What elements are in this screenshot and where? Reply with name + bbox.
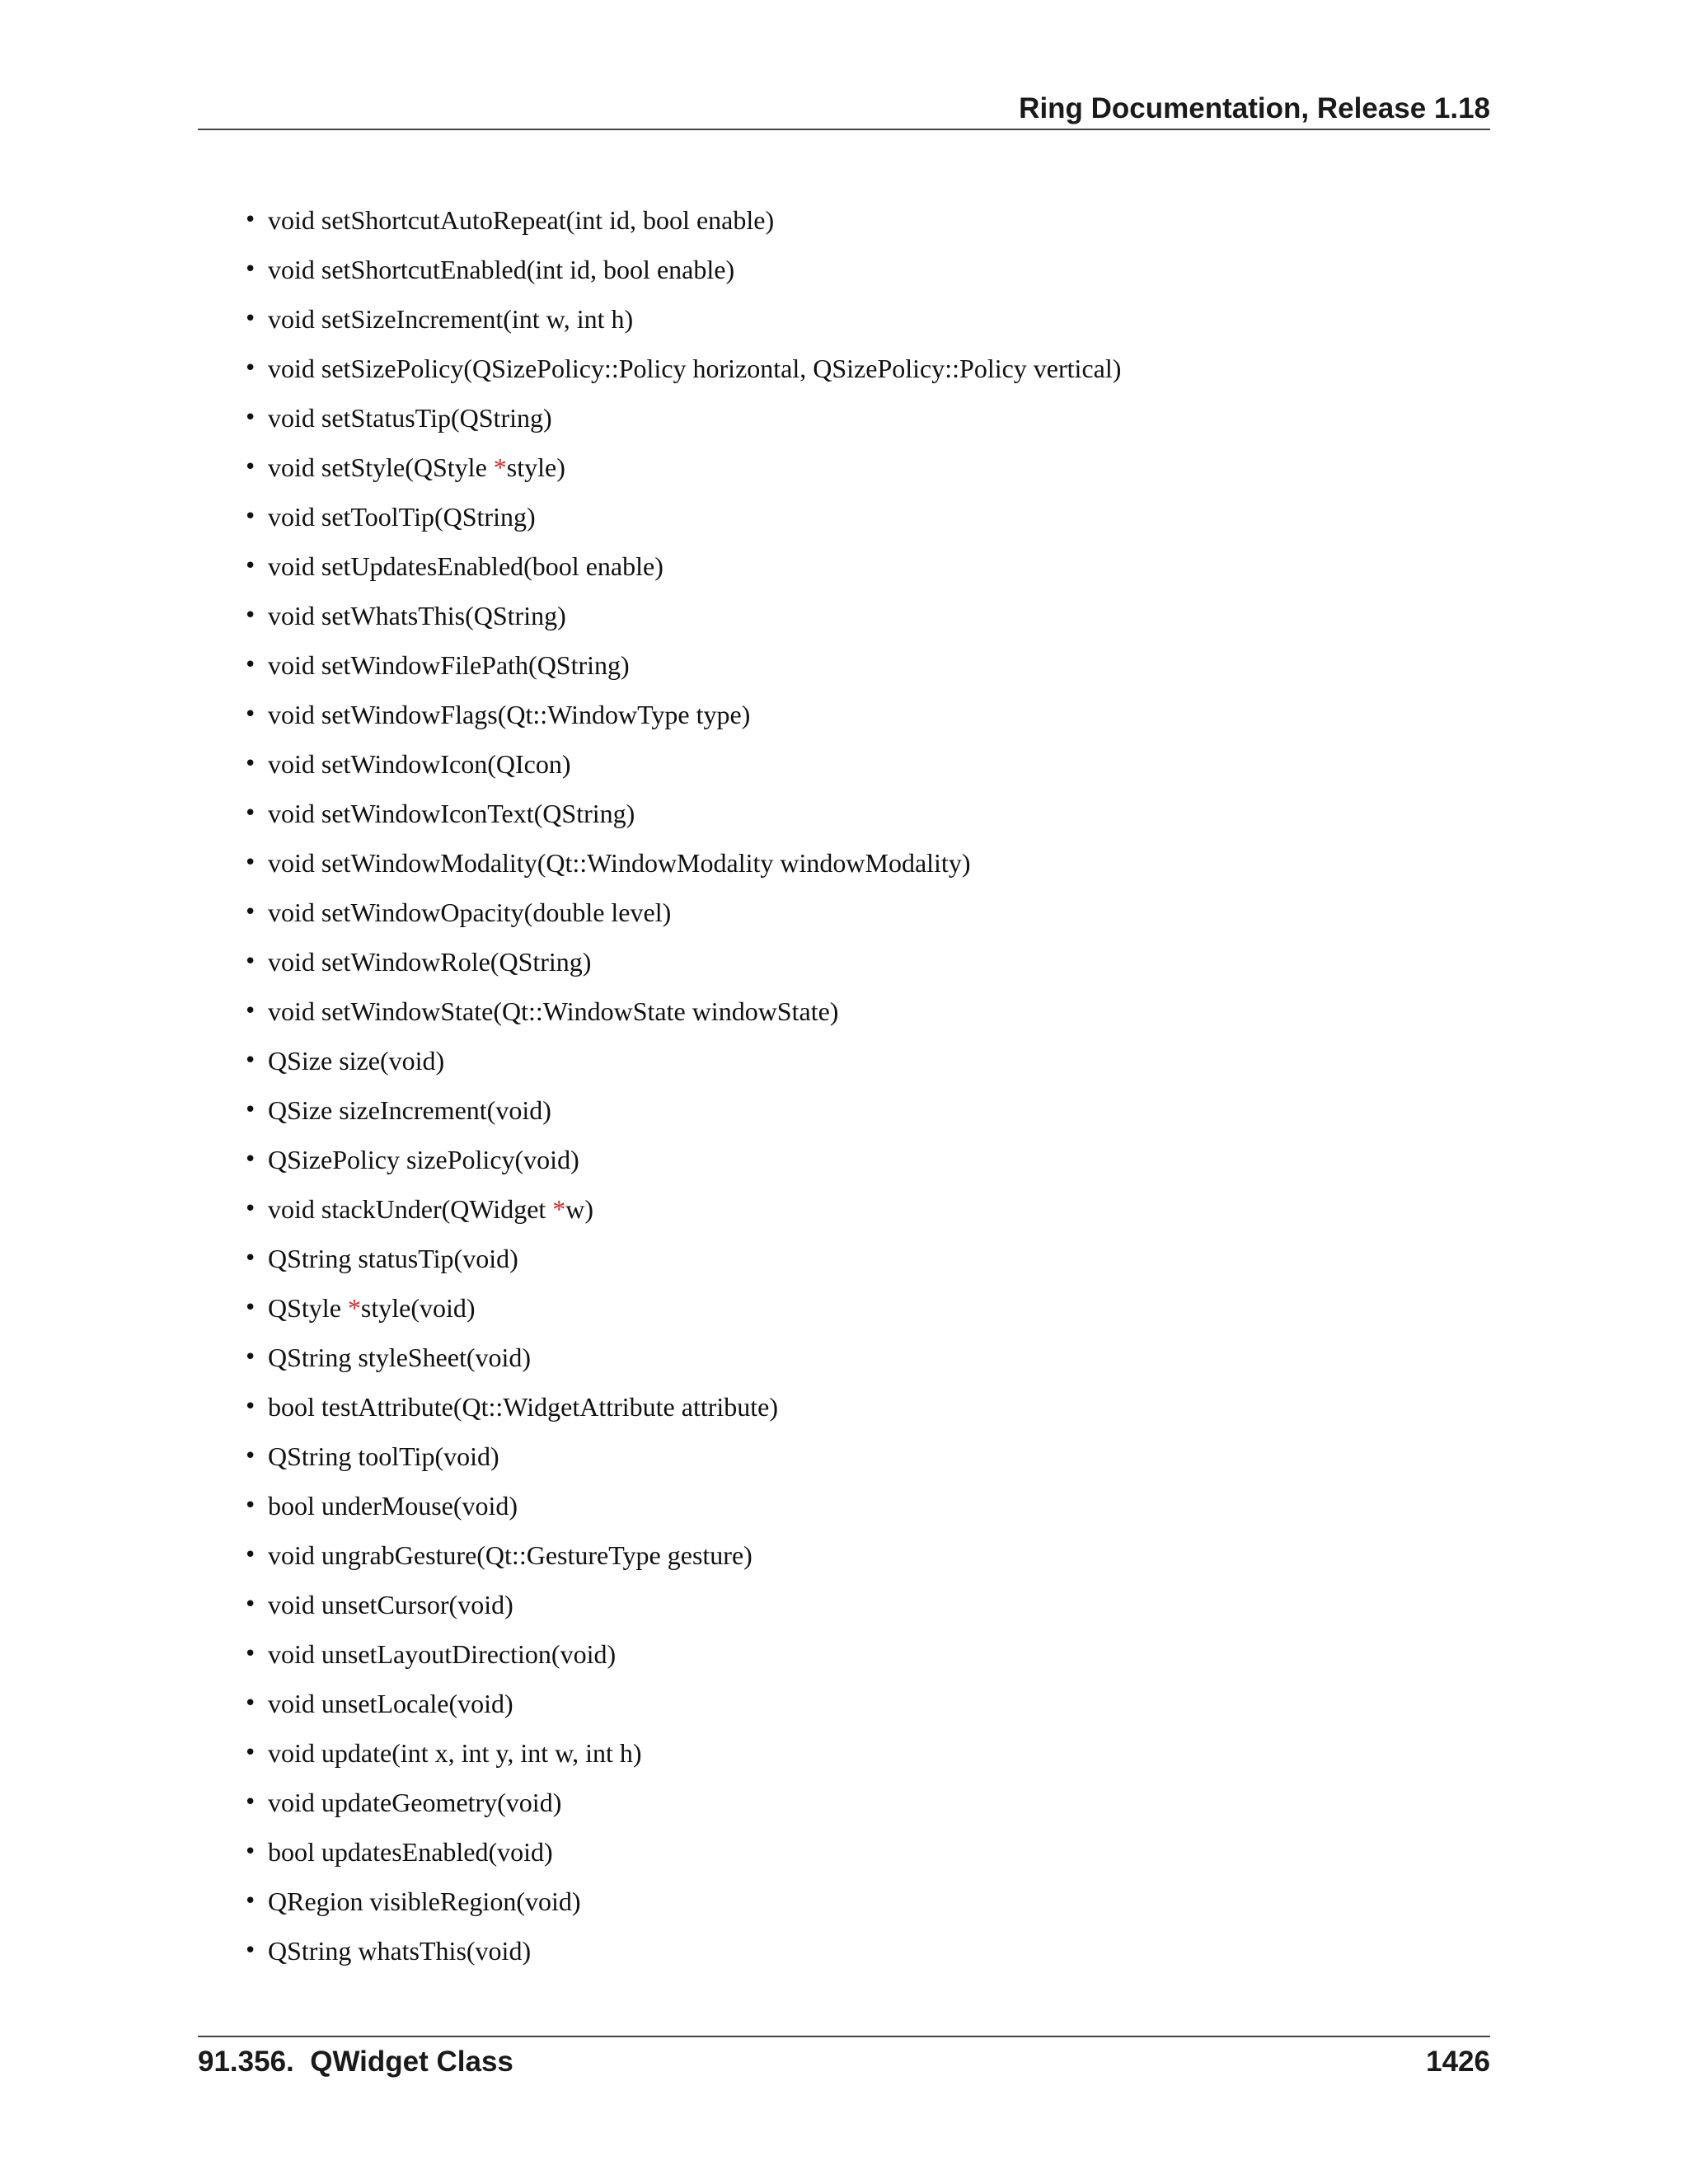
page-footer (198, 2036, 1490, 2085)
method-signature: void ungrabGesture(Qt::GestureType gesture) (268, 1540, 753, 1570)
method-signature: void unsetLayoutDirection(void) (268, 1639, 617, 1669)
list-item (241, 1926, 1121, 1975)
list-item (241, 1481, 1121, 1530)
method-signature: void setWindowFlags(Qt::WindowType type) (268, 700, 751, 729)
list-item (241, 1530, 1121, 1580)
list-item (241, 838, 1121, 888)
bullet-icon: • (244, 1444, 257, 1469)
method-signature: void setShortcutAutoRepeat(int id, bool enable) (268, 205, 775, 235)
method-signature: void setStatusTip(QString) (268, 403, 552, 433)
section-title: 91.356. QWidget Class (198, 2046, 513, 2078)
method-signature: void setShortcutEnabled(int id, bool enable) (268, 255, 735, 284)
method-signature: QRegion visibleRegion(void) (268, 1886, 581, 1916)
document-title: Ring Documentation, Release 1.18 (1019, 92, 1490, 124)
list-item (241, 591, 1121, 640)
list-item (241, 1877, 1121, 1926)
method-signature: void update(int x, int y, int w, int h) (268, 1738, 642, 1768)
bullet-icon: • (244, 1197, 257, 1221)
method-signature: void setWindowIconText(QString) (268, 799, 635, 828)
method-signature: QString statusTip(void) (268, 1244, 518, 1273)
method-signature-tail: style(void) (360, 1293, 476, 1323)
method-signature: QString whatsThis(void) (268, 1936, 532, 1966)
method-signature-tail: w) (565, 1194, 594, 1224)
bullet-icon: • (244, 702, 257, 727)
list-item (241, 1728, 1121, 1778)
bullet-icon: • (244, 851, 257, 875)
method-signature: void setWindowIcon(QIcon) (268, 749, 571, 779)
bullet-icon: • (244, 1642, 257, 1666)
method-signature: QString styleSheet(void) (268, 1343, 532, 1372)
bullet-icon: • (244, 1493, 257, 1518)
bullet-icon: • (244, 1790, 257, 1815)
method-signature: void updateGeometry(void) (268, 1788, 562, 1817)
list-item (241, 1629, 1121, 1679)
bullet-icon: • (244, 554, 257, 579)
list-item (241, 245, 1121, 294)
method-signature: void setSizePolicy(QSizePolicy::Policy horizontal, QSizePolicy::Policy vertical) (268, 354, 1122, 383)
list-item (241, 195, 1121, 245)
list-item (241, 294, 1121, 344)
list-item (241, 888, 1121, 937)
bullet-icon: • (244, 801, 257, 826)
method-signature: bool testAttribute(Qt::WidgetAttribute attribute) (268, 1392, 779, 1422)
list-item (241, 640, 1121, 690)
pointer-asterisk: * (552, 1194, 566, 1224)
bullet-icon: • (244, 307, 257, 331)
bullet-icon: • (244, 1889, 257, 1914)
method-signature: void setWindowModality(Qt::WindowModality windowModality) (268, 848, 971, 878)
method-signature: QString toolTip(void) (268, 1441, 499, 1471)
bullet-icon: • (244, 900, 257, 925)
method-signature: void setSizeIncrement(int w, int h) (268, 304, 634, 334)
bullet-icon: • (244, 1741, 257, 1765)
bullet-icon: • (244, 208, 257, 232)
bullet-icon: • (244, 1098, 257, 1122)
bullet-icon: • (244, 999, 257, 1024)
method-signature: QStyle (268, 1293, 348, 1323)
list-item (241, 1234, 1121, 1283)
method-signature: void setToolTip(QString) (268, 502, 536, 532)
list-item (241, 393, 1121, 443)
list-item (241, 344, 1121, 393)
bullet-icon: • (244, 1543, 257, 1568)
method-signature: QSize sizeIncrement(void) (268, 1095, 551, 1125)
list-item (241, 1778, 1121, 1827)
list-item (241, 1333, 1121, 1382)
method-signature: bool updatesEnabled(void) (268, 1837, 553, 1867)
method-signature: void stackUnder(QWidget (268, 1194, 553, 1224)
list-item (241, 1036, 1121, 1085)
method-signature: QSizePolicy sizePolicy(void) (268, 1145, 579, 1174)
list-item (241, 443, 1121, 492)
method-signature: void setWindowRole(QString) (268, 947, 592, 977)
list-item (241, 1679, 1121, 1728)
method-signature: void setWhatsThis(QString) (268, 601, 566, 630)
method-signature: void setWindowFilePath(QString) (268, 650, 630, 680)
page-header (198, 92, 1490, 130)
bullet-icon: • (244, 1296, 257, 1320)
list-item (241, 789, 1121, 838)
list-item (241, 1283, 1121, 1333)
bullet-icon: • (244, 1345, 257, 1370)
method-signature: void setWindowOpacity(double level) (268, 898, 672, 927)
method-signature: void unsetCursor(void) (268, 1590, 513, 1619)
bullet-icon: • (244, 1147, 257, 1172)
bullet-icon: • (244, 752, 257, 776)
bullet-icon: • (244, 1691, 257, 1716)
bullet-icon: • (244, 653, 257, 677)
method-list (241, 195, 1121, 1975)
bullet-icon: • (244, 1938, 257, 1963)
page-number: 1426 (1426, 2046, 1490, 2078)
method-signature: void setStyle(QStyle (268, 452, 494, 482)
bullet-icon: • (244, 949, 257, 974)
bullet-icon: • (244, 603, 257, 628)
bullet-icon: • (244, 504, 257, 529)
method-signature: void setWindowState(Qt::WindowState windowState) (268, 996, 839, 1026)
method-signature: void unsetLocale(void) (268, 1689, 513, 1718)
bullet-icon: • (244, 455, 257, 480)
list-item (241, 1580, 1121, 1629)
method-signature-tail: style) (506, 452, 565, 482)
list-item (241, 690, 1121, 739)
list-item (241, 492, 1121, 541)
pointer-asterisk: * (493, 452, 507, 482)
pointer-asterisk: * (347, 1293, 361, 1323)
list-item (241, 987, 1121, 1036)
method-signature: QSize size(void) (268, 1046, 445, 1076)
bullet-icon: • (244, 1840, 257, 1864)
list-item (241, 1382, 1121, 1432)
method-signature: bool underMouse(void) (268, 1491, 518, 1521)
bullet-icon: • (244, 1394, 257, 1419)
bullet-icon: • (244, 1048, 257, 1073)
method-signature: void setUpdatesEnabled(bool enable) (268, 551, 663, 581)
list-item (241, 1827, 1121, 1877)
bullet-icon: • (244, 356, 257, 381)
list-item (241, 1135, 1121, 1184)
list-item (241, 1432, 1121, 1481)
list-item (241, 739, 1121, 789)
list-item (241, 937, 1121, 987)
bullet-icon: • (244, 257, 257, 282)
list-item (241, 1184, 1121, 1234)
bullet-icon: • (244, 1246, 257, 1271)
list-item (241, 541, 1121, 591)
bullet-icon: • (244, 405, 257, 430)
bullet-icon: • (244, 1592, 257, 1617)
list-item (241, 1085, 1121, 1135)
